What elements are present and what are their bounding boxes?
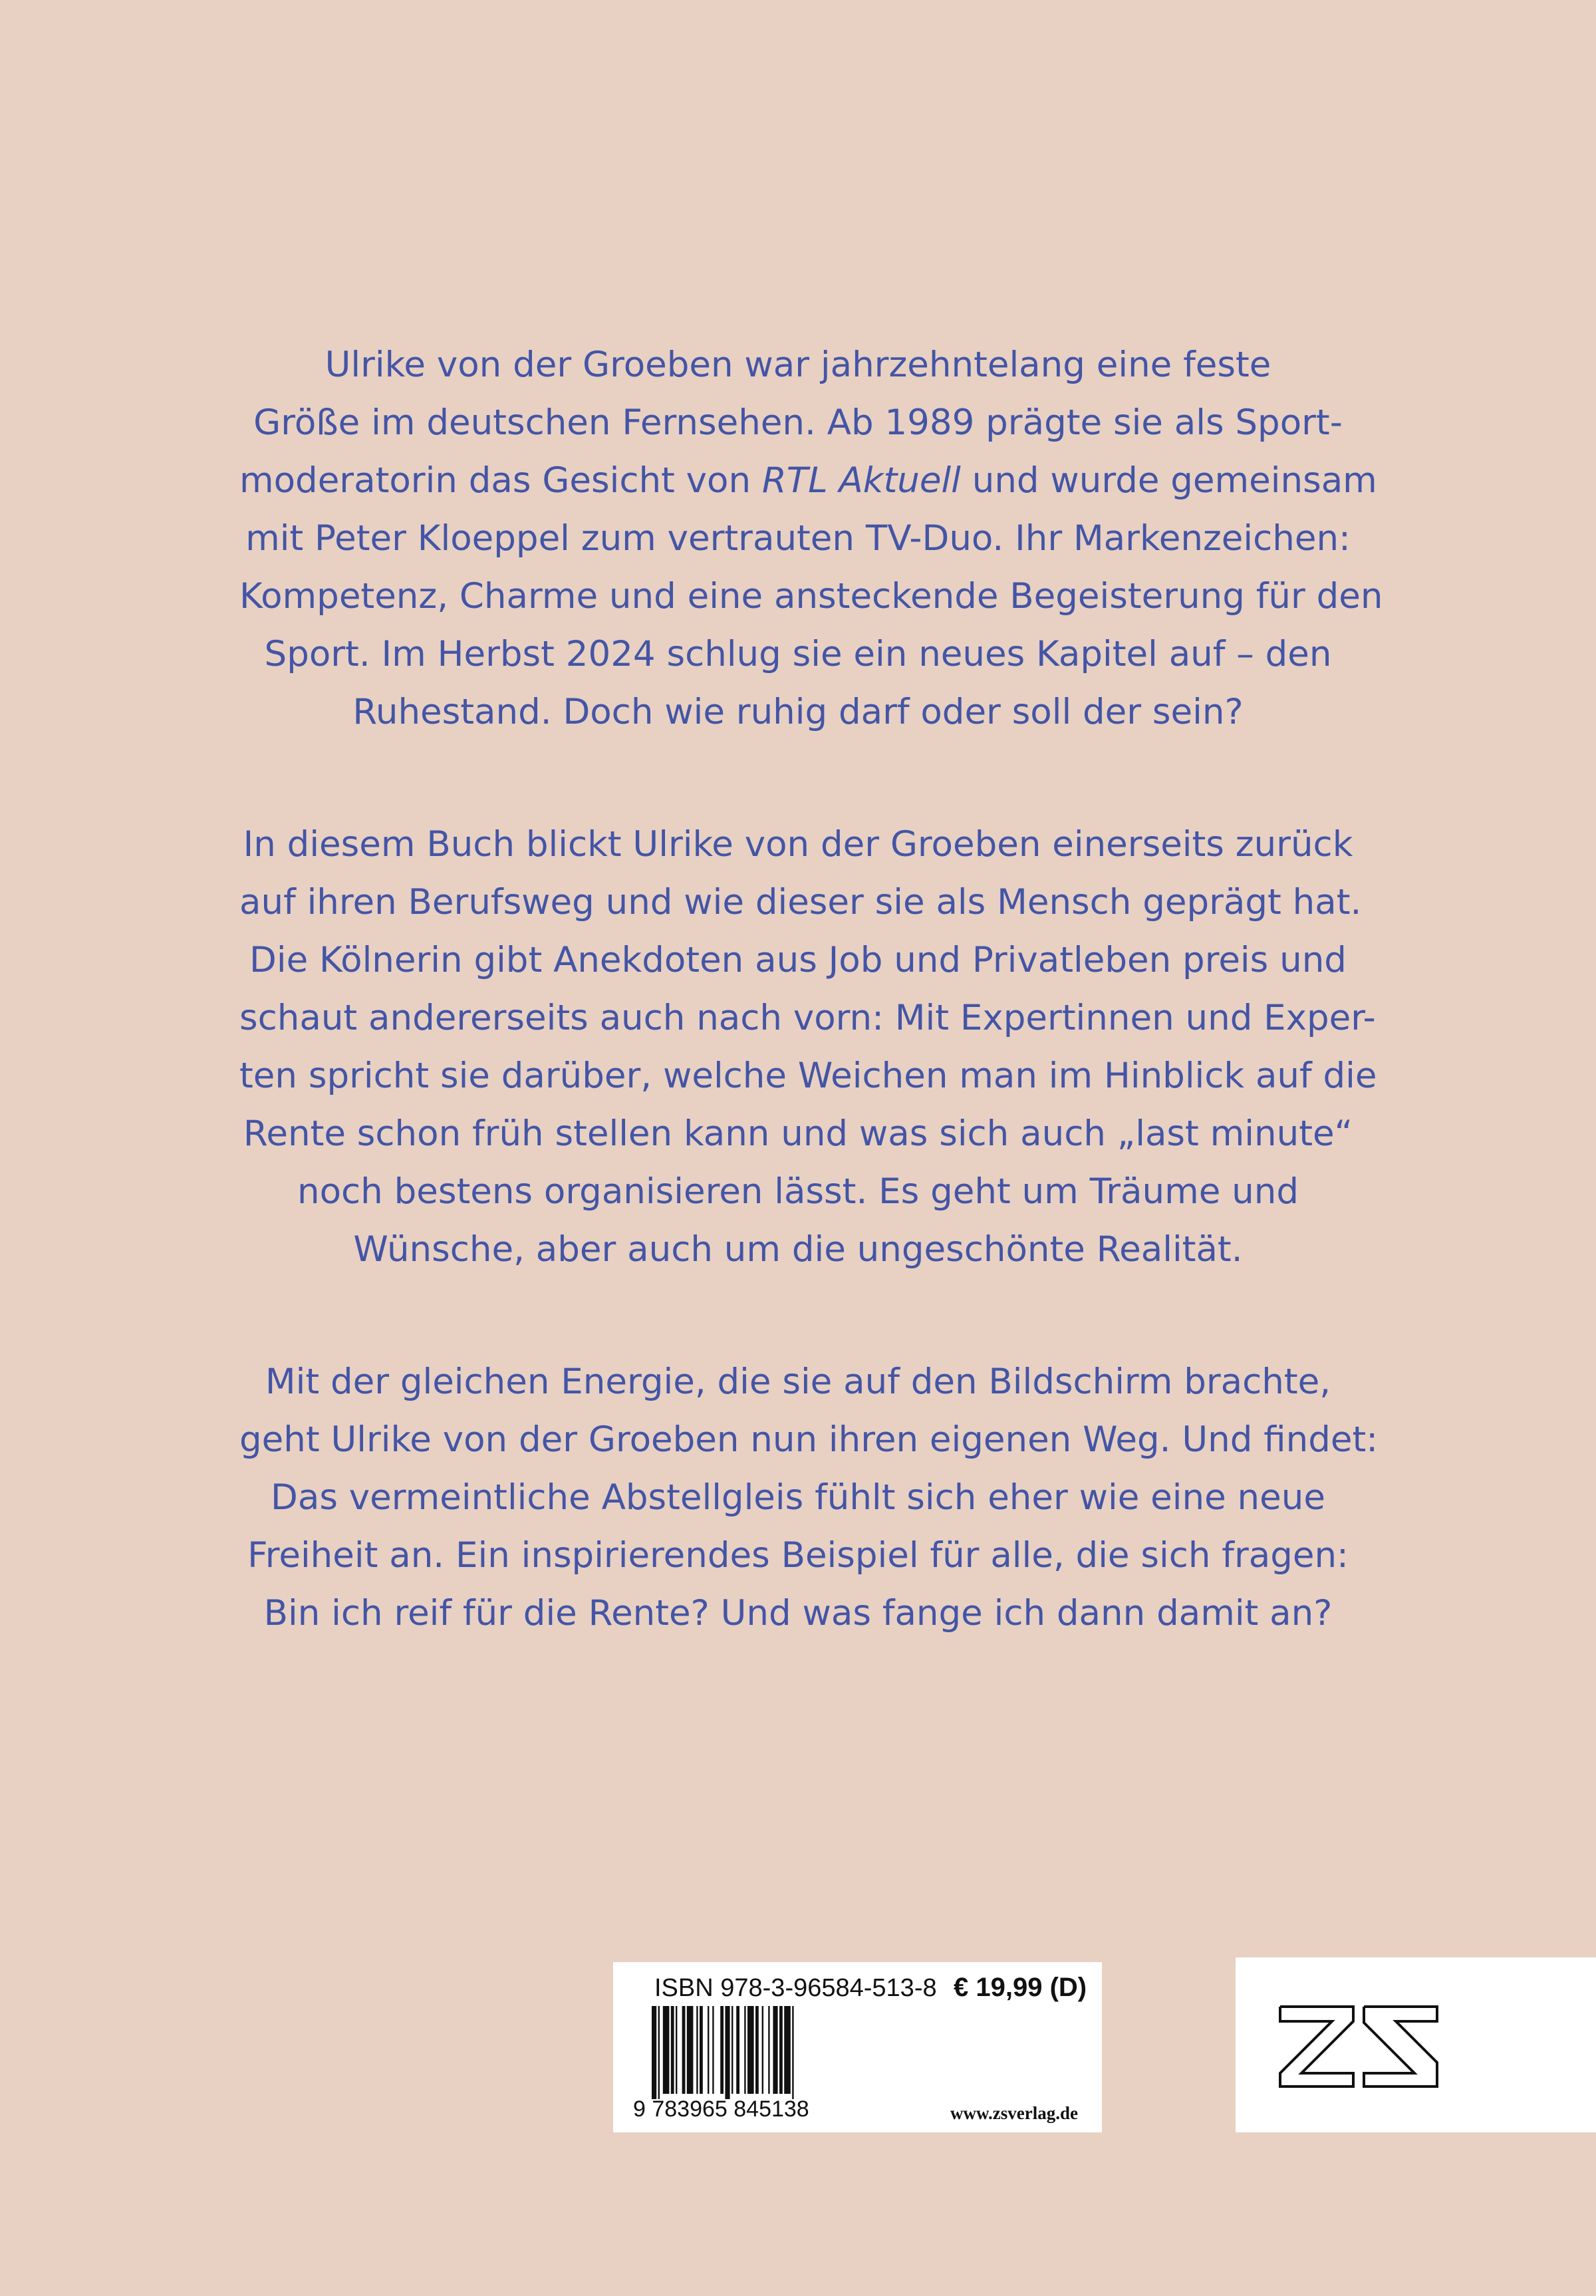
- blurb-line: Freiheit an. Ein inspirierendes Beispiel für alle, die sich fragen:: [247, 1535, 1349, 1576]
- blurb-line: Rente schon früh stellen kann und was sich auch „last minute“: [243, 1113, 1353, 1154]
- blurb-line: Mit der gleichen Energie, die sie auf den Bildschirm brachte,: [265, 1362, 1331, 1402]
- blurb-line: Sport. Im Herbst 2024 schlug sie ein neues Kapitel auf – den: [264, 634, 1332, 674]
- blurb-line: Ruhestand. Doch wie ruhig darf oder soll der sein?: [352, 692, 1244, 732]
- publisher-logo-panel: [1236, 1957, 1596, 2132]
- barcode-digits: 9 783965 845138: [633, 2096, 809, 2122]
- zs-publisher-logo-icon: [1279, 2004, 1438, 2089]
- blurb-paragraph-3: [239, 1353, 1379, 1642]
- blurb-paragraph-1: [239, 336, 1383, 741]
- blurb-line: Ulrike von der Groeben war jahrzehntelang eine feste: [325, 345, 1271, 385]
- blurb-line: schaut andererseits auch nach vorn: Mit Expertinnen und Exper-: [239, 998, 1376, 1038]
- blurb-line: mit Peter Kloeppel zum vertrauten TV-Duo. Ihr Markenzeichen:: [245, 518, 1351, 559]
- blurb-line: Das vermeintliche Abstellgleis fühlt sich eher wie eine neue: [271, 1477, 1325, 1518]
- blurb-line: Kompetenz, Charme und eine ansteckende Begeisterung für den: [239, 576, 1383, 617]
- blurb-line: ten spricht sie darüber, welche Weichen man im Hinblick auf die: [239, 1056, 1377, 1096]
- blurb-line: noch bestens organisieren lässt. Es geht um Träume und: [297, 1171, 1299, 1212]
- blurb-line: Größe im deutschen Fernsehen. Ab 1989 prägte sie als Sport-: [253, 402, 1343, 443]
- blurb-text: moderatorin das Gesicht von: [239, 460, 762, 501]
- blurb-line: Wünsche, aber auch um die ungeschönte Realität.: [353, 1229, 1243, 1270]
- blurb-line: auf ihren Berufsweg und wie dieser sie als Mensch geprägt hat.: [239, 882, 1362, 923]
- blurb-text: und wurde gemeinsam: [960, 460, 1377, 501]
- blurb-line: Bin ich reif für die Rente? Und was fange ich dann damit an?: [263, 1593, 1333, 1634]
- blurb-line: geht Ulrike von der Groeben nun ihren eigenen Weg. Und findet:: [239, 1419, 1379, 1460]
- blurb-line: Die Kölnerin gibt Anekdoten aus Job und Privatleben preis und: [249, 940, 1347, 980]
- isbn-label: ISBN 978-3-96584-513-8: [654, 1974, 937, 2002]
- price-label: € 19,99 (D): [954, 1973, 1087, 2002]
- back-cover-blurb: [239, 336, 1383, 1717]
- blurb-paragraph-2: [239, 815, 1377, 1278]
- show-title: RTL Aktuell: [761, 460, 961, 501]
- blurb-line: [239, 452, 1377, 509]
- publisher-website: www.zsverlag.de: [950, 2103, 1078, 2123]
- blurb-line: In diesem Buch blickt Ulrike von der Groeben einerseits zurück: [243, 824, 1353, 865]
- barcode-panel: [613, 1962, 1102, 2132]
- barcode-icon: [652, 2006, 871, 2099]
